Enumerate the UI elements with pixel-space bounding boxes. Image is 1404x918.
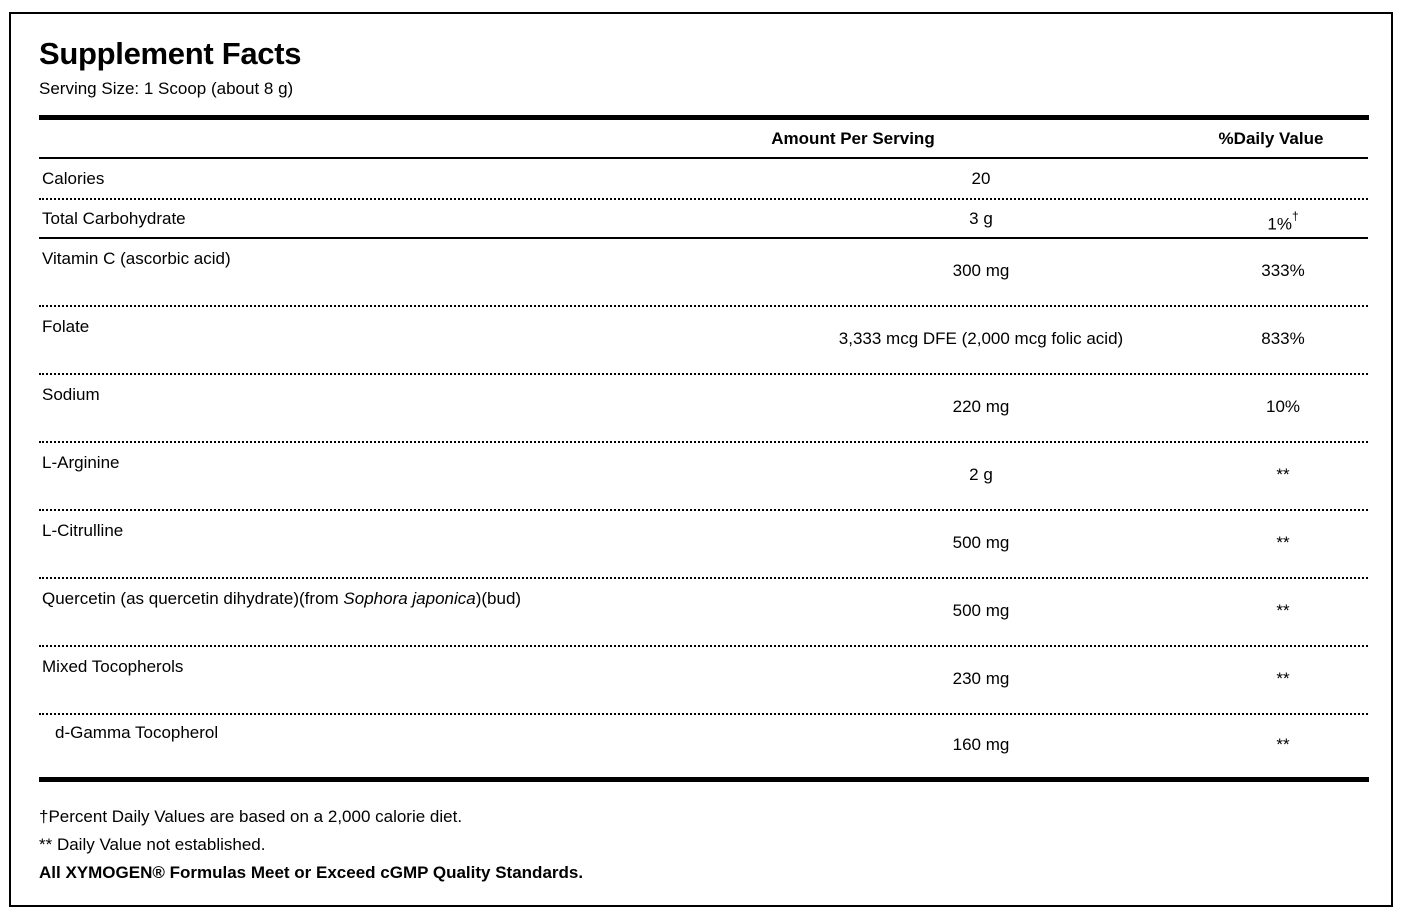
nutrient-amount: 20 [971, 169, 991, 188]
nutrient-daily-value: ** [1276, 465, 1290, 484]
nutrient-amount: 220 mg [952, 397, 1010, 416]
nutrient-amount: 500 mg [952, 601, 1010, 620]
nutrient-name: L-Arginine [42, 453, 120, 472]
nutrient-name: Quercetin (as quercetin dihydrate)(from Sophora japonica)(bud) [42, 589, 522, 608]
column-header-daily-value: %Daily Value [1218, 129, 1324, 148]
nutrient-amount: 230 mg [952, 669, 1010, 688]
panel-title: Supplement Facts [39, 36, 302, 71]
row-divider [39, 645, 1368, 647]
nutrient-name: Folate [42, 317, 90, 336]
nutrient-name: Sodium [42, 385, 100, 404]
nutrient-daily-value: 1%† [1267, 209, 1299, 234]
nutrient-amount: 3,333 mcg DFE (2,000 mcg folic acid) [838, 329, 1124, 348]
nutrient-name: Calories [42, 169, 105, 188]
row-divider [39, 713, 1368, 715]
row-divider [39, 237, 1368, 239]
row-divider [39, 373, 1368, 375]
serving-size: Serving Size: 1 Scoop (about 8 g) [39, 79, 294, 98]
nutrient-daily-value: 10% [1265, 397, 1301, 416]
nutrient-name: Total Carbohydrate [42, 209, 186, 228]
dagger-mark: † [1291, 209, 1299, 223]
footer-rule [39, 777, 1369, 782]
row-divider [39, 509, 1368, 511]
nutrient-amount: 500 mg [952, 533, 1010, 552]
nutrient-amount: 2 g [969, 465, 993, 484]
nutrient-daily-value: ** [1276, 533, 1290, 552]
nutrient-amount: 160 mg [952, 735, 1010, 754]
nutrient-name: d-Gamma Tocopherol [55, 723, 219, 742]
nutrient-table [11, 14, 1395, 909]
footnote-not-established: ** Daily Value not established. [39, 835, 266, 854]
row-divider [39, 305, 1368, 307]
nutrient-name: L-Citrulline [42, 521, 124, 540]
nutrient-daily-value: 333% [1261, 261, 1305, 280]
nutrient-amount: 300 mg [952, 261, 1010, 280]
row-divider [39, 441, 1368, 443]
footnote-quality-statement: All XYMOGEN® Formulas Meet or Exceed cGMP Quality Standards. [39, 863, 584, 882]
nutrient-name: Mixed Tocopherols [42, 657, 184, 676]
column-header-amount: Amount Per Serving [771, 129, 935, 148]
nutrient-daily-value: ** [1276, 601, 1290, 620]
nutrient-amount: 3 g [969, 209, 993, 228]
nutrient-daily-value: 833% [1261, 329, 1305, 348]
row-divider [39, 577, 1368, 579]
nutrient-daily-value: ** [1276, 735, 1290, 754]
footnote-percent-daily-value: †Percent Daily Values are based on a 2,000 calorie diet. [39, 807, 463, 826]
supplement-facts-panel [9, 12, 1393, 907]
nutrient-daily-value: ** [1276, 669, 1290, 688]
row-divider [39, 198, 1368, 200]
nutrient-name: Vitamin C (ascorbic acid) [42, 249, 231, 268]
